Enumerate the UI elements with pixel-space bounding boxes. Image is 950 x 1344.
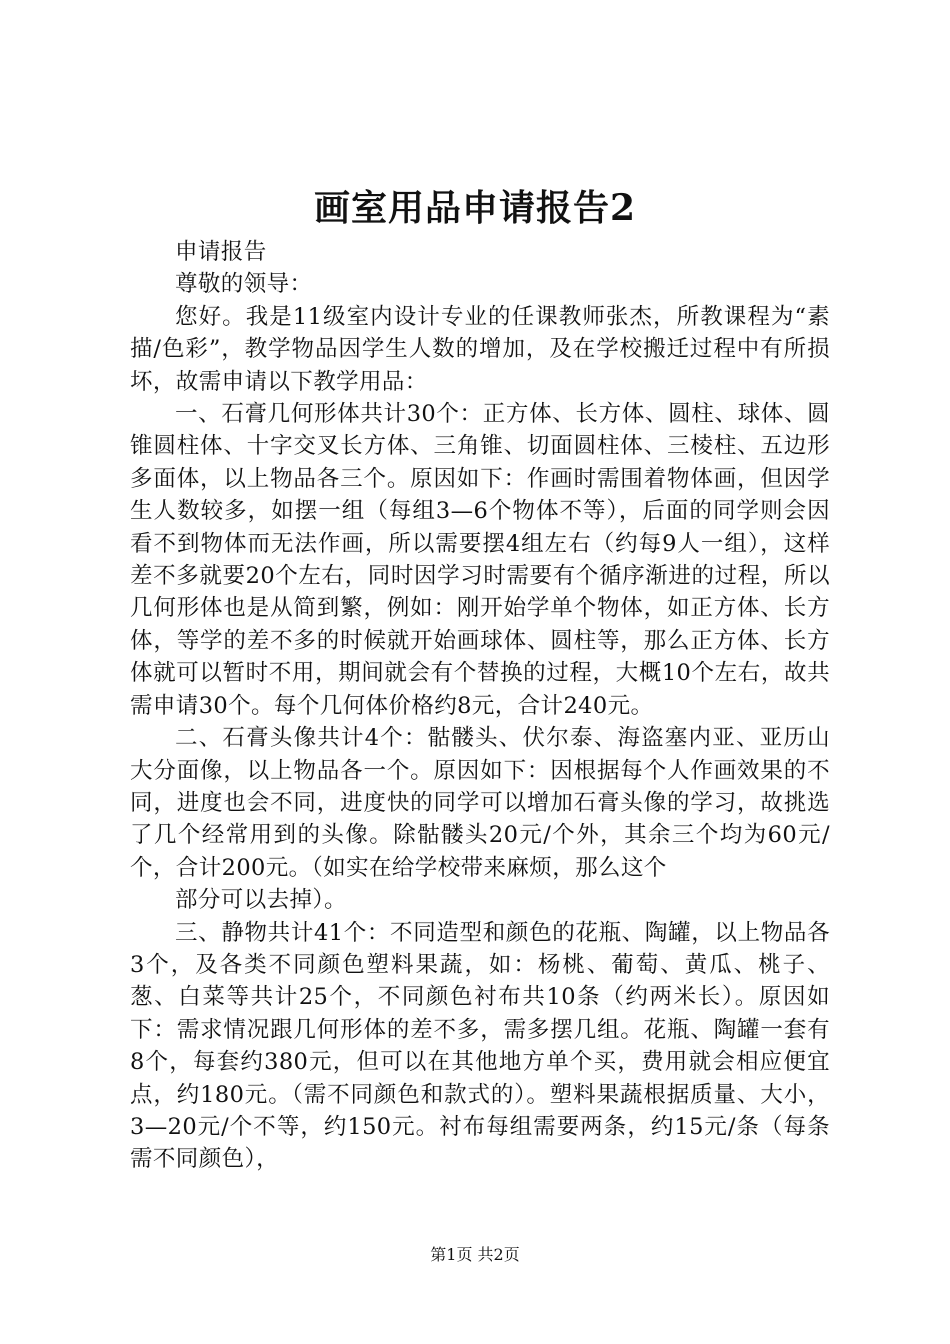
document-body [130,236,830,1176]
paragraph-item-geometric: 一、石膏几何形体共计30个：正方体、长方体、圆柱、球体、圆锥圆柱体、十字交叉长方体、三角锥、切面圆柱体、三棱柱、五边形多面体，以上物品各三个。原因如下：作画时需围着物体画，但因学生人数较多，如摆一组（每组3—6个物体不等），后面的同学则会因看不到物体而无法作画，所以需要摆4组左右（约每9人一组），这样差不多就要20个左右，同时因学习时需要有个循序渐进的过程，所以几何形体也是从简到繁，例如：刚开始学单个物体，如正方体、长方体，等学的差不多的时候就开始画球体、圆柱等，那么正方体、长方体就可以暂时不用，期间就会有个替换的过程，大概10个左右，故共需申请30个。每个几何体价格约8元，合计240元。 [130,401,830,719]
paragraph-item-still-life: 三、静物共计41个：不同造型和颜色的花瓶、陶罐，以上物品各3个，及各类不同颜色塑料果蔬，如：杨桃、葡萄、黄瓜、桃子、葱、白菜等共计25个，不同颜色衬布共10条（约两米长）。原因如下：需求情况跟几何形体的差不多，需多摆几组。花瓶、陶罐一套有8个，每套约380元，但可以在其他地方单个买，费用就会相应便宜点，约180元。（需不同颜色和款式的）。塑料果蔬根据质量、大小，3—20元/个不等，约150元。衬布每组需要两条，约15元/条（每条需不同颜色）， [130,919,830,1173]
paragraph-salutation: 尊敬的领导： [175,271,313,298]
document-title: 画室用品申请报告2 [313,187,637,229]
paragraph-item-heads: 二、石膏头像共计4个：骷髅头、伏尔泰、海盗塞内亚、亚历山大分面像，以上物品各一个。原因如下：因根据每个人作画效果的不同，进度也会不同，进度快的同学可以增加石膏头像的学习，故挑选了几个经常用到的头像。除骷髅头20元/个外，其余三个均为60元/个，合计200元。（如实在给学校带来麻烦，那么这个 [130,725,830,881]
paragraph-heading: 申请报告 [175,239,267,265]
paragraph-intro: 您好。我是11级室内设计专业的任课教师张杰，所教课程为“素描/色彩”，教学物品因学生人数的增加，及在学校搬迁过程中有所损坏，故需申请以下教学用品： [130,303,830,395]
page-footer: 第1页 共2页 [430,1245,520,1264]
paragraph-item-heads-cont: 部分可以去掉）。 [175,887,347,914]
